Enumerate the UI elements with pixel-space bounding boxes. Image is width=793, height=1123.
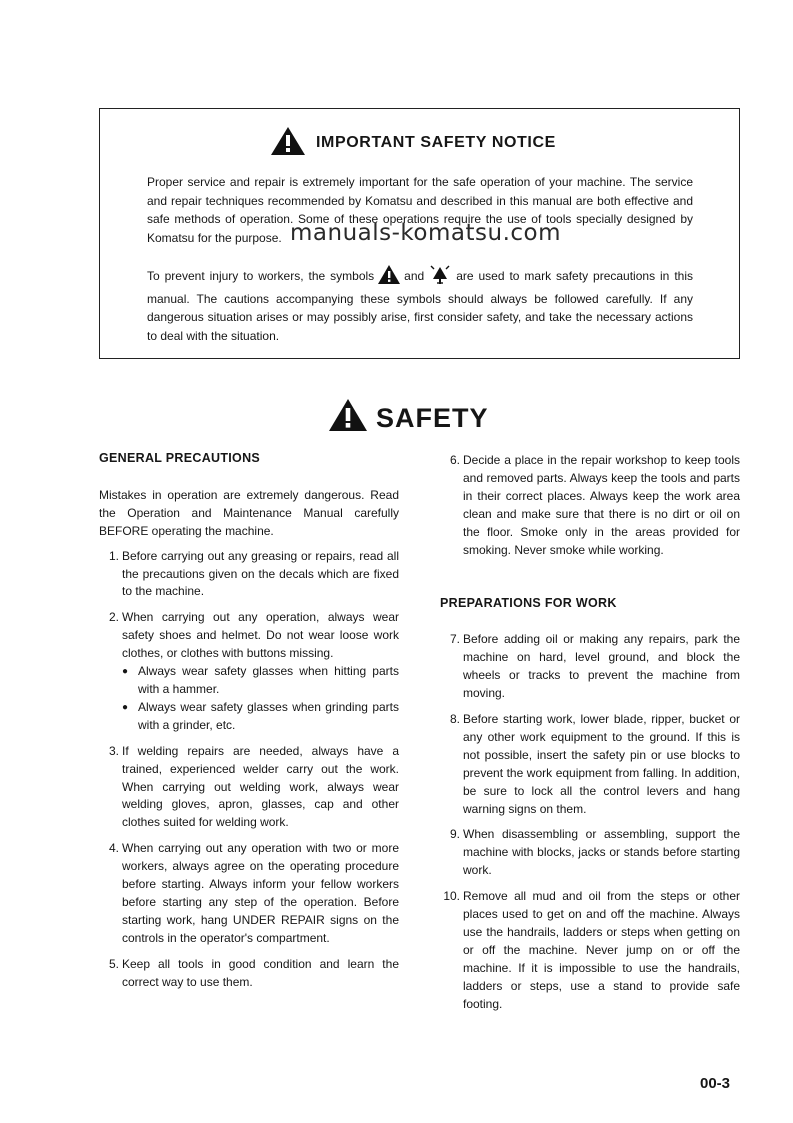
list-item: 3. If welding repairs are needed, always have a trained, experienced welder carry out the work. When carrying out welding work, always wear welding gloves, apron, glasses, cap and other clothes suited for welding work. — [108, 743, 399, 830]
list-item: 4. When carrying out any operation with two or more workers, always agree on the operating procedure before starting. Always inform your fellow workers before starting any step of the operation. Before starting work, hang UNDER REPAIR signs on the controls in the operator's compartment. — [108, 841, 399, 945]
watermark: manuals-komatsu.com — [290, 220, 562, 246]
general-precautions-heading: GENERAL PRECAUTIONS — [99, 451, 261, 465]
list-item: 7. Before adding oil or making any repairs, park the machine on hard, level ground, and block the wheels or tracks to prevent the machine from moving. — [449, 632, 740, 701]
list-item: 6. Decide a place in the repair workshop to keep tools and removed parts. Always keep the tools and parts in their correct places. Always keep the work area clean and make sure that there is no dirt or oil on the floor. Smoke only in the areas provided for smoking. Never smoke while working. — [449, 453, 740, 557]
notice-paragraph-1: Proper service and repair is extremely important for the safe operation of your machine. The service and repair techniques recommended by Komatsu and described in this manual are both effective and safe methods of operation. Some of these operations require the use of tools specially designed by Komatsu for the purpose. — [147, 175, 693, 245]
warning-triangle-icon — [270, 126, 306, 161]
notice-title-text: IMPORTANT SAFETY NOTICE — [316, 134, 556, 151]
general-intro: Mistakes in operation are extremely dangerous. Read the Operation and Maintenance Manual carefully BEFORE operating the machine. — [99, 487, 399, 538]
preparations-heading: PREPARATIONS FOR WORK — [440, 596, 617, 611]
bullet-icon: ● — [122, 701, 129, 713]
notice-p2-after: are used to mark safety precautions in this manual. The cautions accompanying these symbols should always be followed carefully. If any dangerous situation arises or may possibly arise, first consider safety, and take the necessary actions to deal with the situation. — [147, 269, 693, 343]
list-item: 10. Remove all mud and oil from the steps or other places used to get on and off the machine. Always use the handrails, ladders or steps when getting on or off the machine. Never jump on or off the machine. If it is impossible to use the handrails, ladders or steps, use a stand to provide safe footing. — [443, 889, 740, 1011]
notice-title — [270, 128, 556, 158]
bullet-icon: ● — [122, 666, 129, 678]
general-precautions-column — [99, 450, 399, 991]
list-item: 2. When carrying out any operation, always wear safety shoes and helmet. Do not wear loose work clothes, or clothes with buttons missing. — [108, 610, 399, 661]
list-item: 1. Before carrying out any greasing or repairs, read all the precautions given on the decals which are fixed to the machine. — [108, 548, 399, 599]
warning-triangle-icon — [328, 398, 368, 439]
safety-title — [328, 398, 489, 438]
list-item: 5. Keep all tools in good condition and learn the correct way to use them. — [108, 956, 399, 989]
list-item: 8. Before starting work, lower blade, ripper, bucket or any other work equipment to the ground. If this is not possible, insert the safety pin or use blocks to prevent the work equipment from falling. In addition, be sure to lock all the control levers and hang warning signs on them. — [449, 711, 740, 816]
list-item: 9. When disassembling or assembling, support the machine with blocks, jacks or stands before starting work. — [449, 827, 740, 878]
warning-triangle-icon — [378, 265, 400, 290]
bullet-list — [122, 663, 399, 735]
notice-paragraph-2 — [147, 264, 693, 345]
bullet-item: ● Always wear safety glasses when hitting parts with a hammer. — [122, 663, 399, 699]
page-number: 00-3 — [700, 1075, 731, 1092]
right-column — [440, 452, 740, 1013]
bullet-item: ● Always wear safety glasses when grinding parts with a grinder, etc. — [122, 699, 399, 735]
safety-title-text: SAFETY — [376, 402, 489, 433]
notice-p2-before: To prevent injury to workers, the symbols — [147, 269, 375, 283]
caution-sparkle-icon — [428, 264, 452, 290]
notice-p2-and: and — [404, 269, 425, 283]
